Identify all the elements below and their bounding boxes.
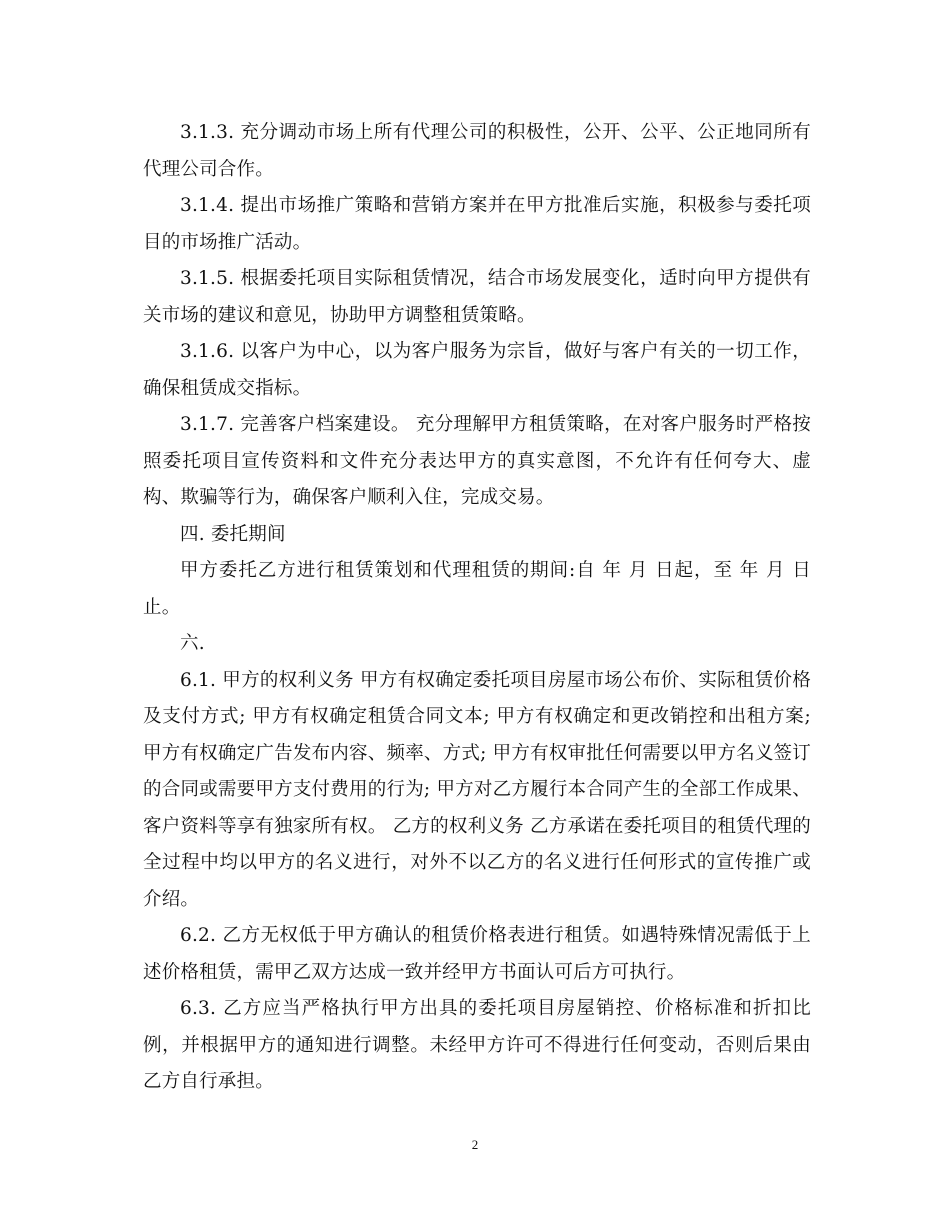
clause-3-1-5: 3.1.5. 根据委托项目实际租赁情况，结合市场发展变化，适时向甲方提供有关市场的建议和意见，协助甲方调整租赁策略。 (143, 268, 811, 326)
page-number: 2 (471, 1137, 479, 1152)
clause-3-1-7: 3.1.7. 完善客户档案建设。 充分理解甲方租赁策略，在对客户服务时严格按照委托项目宣传资料和文件充分表达甲方的真实意图，不允许有任何夸大、虚构、欺骗等行为，确保客户顺利入住，完成交易。 (143, 414, 811, 508)
clause-3-1-6: 3.1.6. 以客户为中心，以为客户服务为宗旨，做好与客户有关的一切工作，确保租赁成交指标。 (143, 341, 811, 399)
clause-6-1: 6.1. 甲方的权利义务 甲方有权确定委托项目房屋市场公布价、实际租赁价格及支付方式; 甲方有权确定租赁合同文本; 甲方有权确定和更改销控和出租方案; 甲方有权确定广告发布内容、频率、方式; 甲方有权审批任何需要以甲方名义签订的合同或需要甲方支付费用的行为; 甲方对乙方履行本合同产生的全部工作成果、客户资料等享有独家所有权。 乙方的权利义务 乙方承诺在委托项目的租赁代理的全过程中均以甲方的名义进行，对外不以乙方的名义进行任何形式的宣传推广或介绍。 (143, 669, 811, 910)
clause-3-1-3: 3.1.3. 充分调动市场上所有代理公司的积极性，公开、公平、公正地同所有代理公司合作。 (143, 122, 811, 180)
section-heading-4: 四. 委托期间 (180, 523, 286, 545)
clause-6-2: 6.2. 乙方无权低于甲方确认的租赁价格表进行租赁。如遇特殊情况需低于上述价格租赁，需甲乙双方达成一致并经甲方书面认可后方可执行。 (143, 925, 811, 983)
clause-6-3: 6.3. 乙方应当严格执行甲方出具的委托项目房屋销控、价格标准和折扣比例，并根据甲方的通知进行调整。未经甲方许可不得进行任何变动，否则后果由乙方自行承担。 (143, 998, 811, 1092)
clause-3-1-4: 3.1.4. 提出市场推广策略和营销方案并在甲方批准后实施，积极参与委托项目的市场推广活动。 (143, 195, 811, 253)
section-heading-6: 六. (180, 633, 205, 654)
document-body (143, 115, 811, 1101)
entrustment-period: 甲方委托乙方进行租赁策划和代理租赁的期间:自 年 月 日起，至 年 月 日止。 (143, 560, 811, 618)
